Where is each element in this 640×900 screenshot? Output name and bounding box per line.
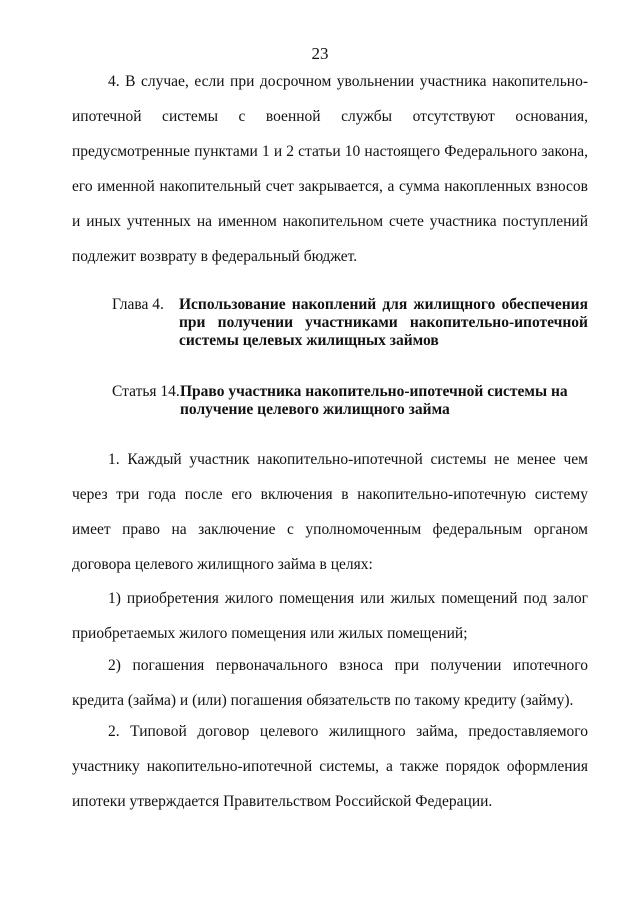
chapter-heading [112,296,588,350]
article-number: Статья 14. [112,383,180,400]
article-title: Право участника накопительно-ипотечной системы на получение целевого жилищного займа [180,383,568,418]
chapter-number: Глава 4. [112,296,164,313]
article-paragraph-1: 1. Каждый участник накопительно-ипотечной системы не менее чем через три года после его включения в накопительно-ипотечную систему имеет право на заключение с уполномоченным федеральным органом договора целевого жилищного займа в целях: [72,451,588,573]
chapter-title: Использование накоплений для жилищного обеспечения при получении участниками накопительно-ипотечной системы целевых жилищных займов [179,296,588,349]
article-subitem-1: 1) приобретения жилого помещения или жилых помещений под залог приобретаемых жилого помещения или жилых помещений; [72,590,588,642]
article-subitem-2: 2) погашения первоначального взноса при получении ипотечного кредита (займа) и (или) погашения обязательств по такому кредиту (займу). [72,657,588,709]
article-heading [112,383,588,419]
article-paragraph-2: 2. Типовой договор целевого жилищного займа, предоставляемого участнику накопительно-ипотечной системы, а также порядок оформления ипотеки утверждается Правительством Российской Федерации. [72,723,588,810]
paragraph-item-4: 4. В случае, если при досрочном увольнении участника накопительно-ипотечной системы с военной службы отсутствуют основания, предусмотренные пунктами 1 и 2 статьи 10 настоящего Федерального закона, его именной накопительный счет закрывается, а сумма накопленных взносов и иных учтенных на именном накопительном счете участника поступлений подлежит возврату в федеральный бюджет. [72,73,588,265]
page-number: 23 [311,44,329,63]
